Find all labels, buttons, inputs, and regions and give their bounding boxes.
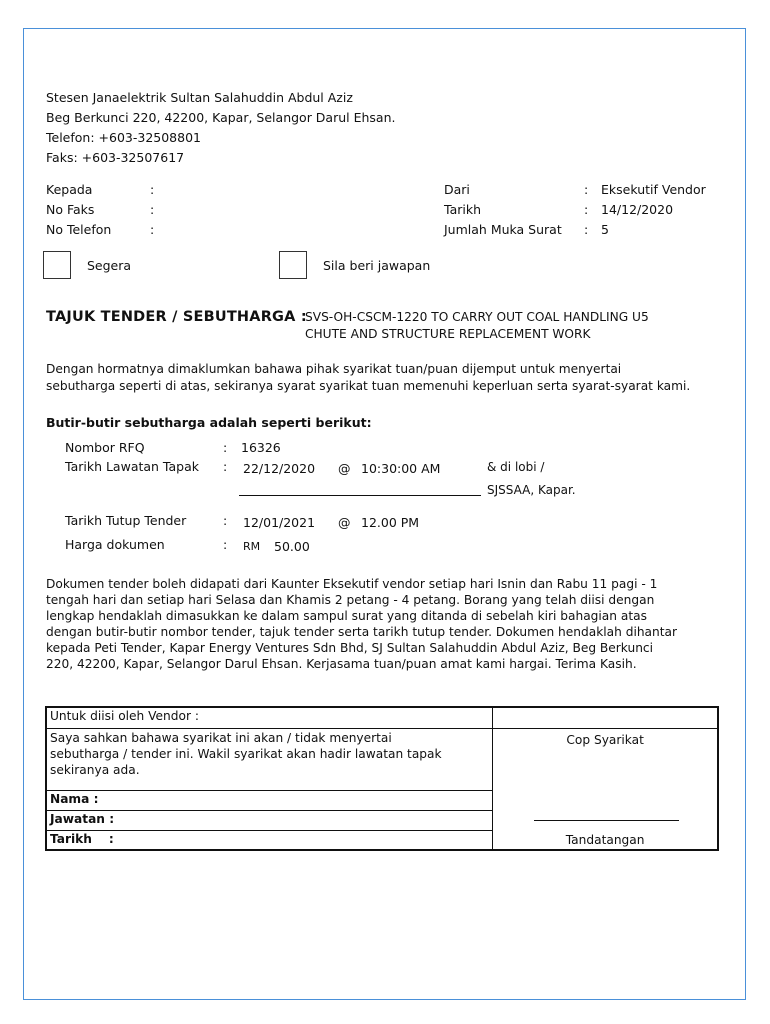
signature-line xyxy=(534,820,679,821)
stamp-signature-cell[interactable] xyxy=(493,728,718,850)
fee-colon: : xyxy=(223,537,228,552)
date-label: Tarikh xyxy=(444,202,481,217)
from-value: Eksekutif Vendor xyxy=(601,182,706,197)
org-fax: Faks: +603-32507617 xyxy=(46,150,185,165)
vendor-header-cell xyxy=(46,707,493,728)
reply-label: Sila beri jawapan xyxy=(323,258,431,273)
to-sep: : xyxy=(150,182,155,197)
fee-label: Harga dokumen xyxy=(65,537,165,552)
declaration-line2: sebutharga / tender ini. Wakil syarikat akan hadir lawatan tapak xyxy=(50,746,442,761)
date-field[interactable] xyxy=(46,830,493,850)
visit-at: @ xyxy=(338,461,351,476)
declaration-line3: sekiranya ada. xyxy=(50,762,140,777)
close-date: 12/01/2021 xyxy=(243,515,316,530)
vendor-date-label: Tarikh : xyxy=(50,831,114,846)
rfq-value: 16326 xyxy=(241,440,281,455)
visit-place-line2: SJSSAA, Kapar. xyxy=(487,483,576,497)
rfq-label: Nombor RFQ xyxy=(65,440,145,455)
body-line4: dengan butir-butir nombor tender, tajuk tender serta tarikh tutup tender. Dokumen hendaklah dihantar xyxy=(46,625,678,639)
close-time: 12.00 PM xyxy=(361,515,420,530)
pages-sep: : xyxy=(584,222,589,237)
intro-line1: Dengan hormatnya dimaklumkan bahawa pihak syarikat tuan/puan dijemput untuk menyertai xyxy=(46,362,622,376)
org-address: Beg Berkunci 220, 42200, Kapar, Selangor Darul Ehsan. xyxy=(46,110,396,125)
urgent-label: Segera xyxy=(87,258,132,273)
body-line6: 220, 42200, Kapar, Selangor Darul Ehsan. Kerjasama tuan/puan amat kami hargai. Terima Kasih. xyxy=(46,657,637,671)
intro-line2: sebutharga seperti di atas, sekiranya syarat syarikat tuan memenuhi keperluan serta syarat-syarat kami. xyxy=(46,379,691,393)
visit-label: Tarikh Lawatan Tapak xyxy=(65,459,199,474)
fee-currency: RM xyxy=(243,540,261,553)
phone-no-label: No Telefon xyxy=(46,222,112,237)
vendor-header: Untuk diisi oleh Vendor : xyxy=(50,709,199,723)
rfq-colon: : xyxy=(223,440,228,455)
body-line3: lengkap hendaklah dimasukkan ke dalam sampul surat yang ditanda di sebelah kiri bahagian atas xyxy=(46,609,647,623)
tender-heading: TAJUK TENDER / SEBUTHARGA : xyxy=(46,309,307,325)
vendor-response-table xyxy=(45,706,719,851)
visit-underline xyxy=(239,495,481,496)
name-label: Nama : xyxy=(50,791,99,806)
from-label: Dari xyxy=(444,182,470,197)
to-label: Kepada xyxy=(46,182,93,197)
declaration-cell[interactable] xyxy=(46,728,493,790)
body-line1: Dokumen tender boleh didapati dari Kaunter Eksekutif vendor setiap hari Isnin dan Rabu 11 pagi - 1 xyxy=(46,577,658,591)
name-field[interactable] xyxy=(46,790,493,810)
phone-no-sep: : xyxy=(150,222,155,237)
reply-checkbox[interactable] xyxy=(279,251,307,279)
visit-date: 22/12/2020 xyxy=(243,461,316,476)
fax-no-sep: : xyxy=(150,202,155,217)
fax-no-label: No Faks xyxy=(46,202,95,217)
org-name: Stesen Janaelektrik Sultan Salahuddin Abdul Aziz xyxy=(46,90,353,105)
details-heading: Butir-butir sebutharga adalah seperti berikut: xyxy=(46,415,372,430)
tender-title-line1: SVS-OH-CSCM-1220 TO CARRY OUT COAL HANDLING U5 xyxy=(305,310,649,324)
body-line5: kepada Peti Tender, Kapar Energy Ventures Sdn Bhd, SJ Sultan Salahuddin Abdul Aziz, Beg Berkunci xyxy=(46,641,654,655)
org-phone: Telefon: +603-32508801 xyxy=(46,130,201,145)
position-field[interactable] xyxy=(46,810,493,830)
position-label: Jawatan : xyxy=(50,811,115,826)
fee-value: 50.00 xyxy=(274,539,310,554)
pages-value: 5 xyxy=(601,222,609,237)
visit-time: 10:30:00 AM xyxy=(361,461,441,476)
signature-label: Tandatangan xyxy=(565,833,645,847)
pages-label: Jumlah Muka Surat xyxy=(444,222,562,237)
close-label: Tarikh Tutup Tender xyxy=(65,513,187,528)
body-line2: tengah hari dan setiap hari Selasa dan Khamis 2 petang - 4 petang. Borang yang telah diisi dengan xyxy=(46,593,655,607)
stamp-label: Cop Syarikat xyxy=(566,732,644,747)
close-colon: : xyxy=(223,513,228,528)
visit-place-line1: & di lobi / xyxy=(487,460,545,474)
visit-colon: : xyxy=(223,459,228,474)
vendor-header-right-cell xyxy=(493,707,718,728)
from-sep: : xyxy=(584,182,589,197)
date-sep: : xyxy=(584,202,589,217)
tender-title-line2: CHUTE AND STRUCTURE REPLACEMENT WORK xyxy=(305,327,591,341)
declaration-line1: Saya sahkan bahawa syarikat ini akan / tidak menyertai xyxy=(50,730,392,745)
urgent-checkbox[interactable] xyxy=(43,251,71,279)
close-at: @ xyxy=(338,515,351,530)
date-value: 14/12/2020 xyxy=(601,202,674,217)
